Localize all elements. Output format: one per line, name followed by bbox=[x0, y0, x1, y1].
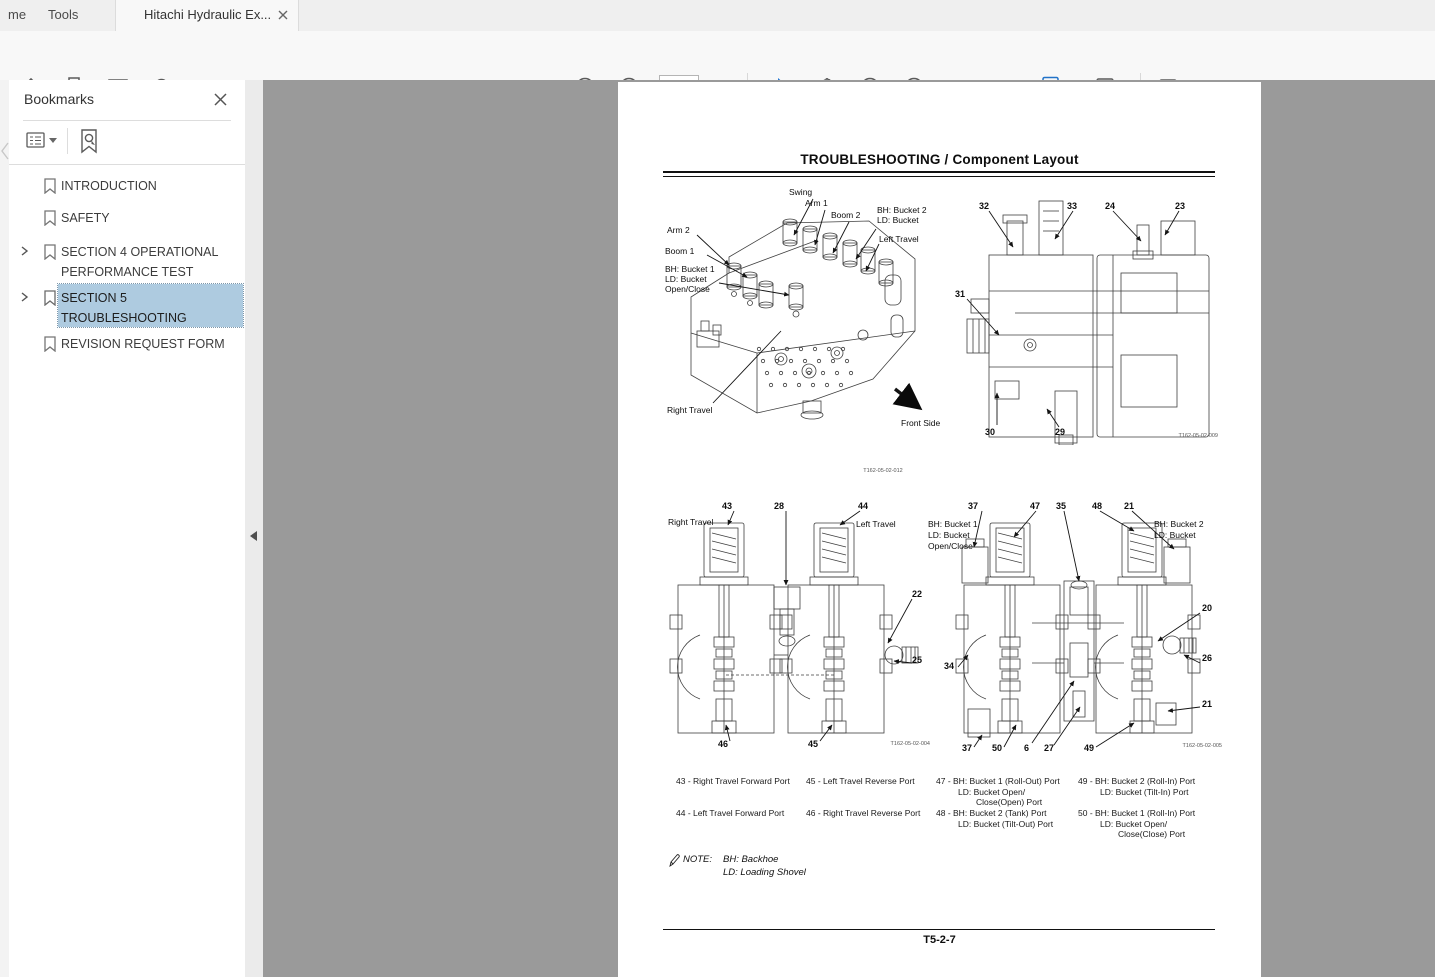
label-ld-bucket1: LD: Bucket bbox=[665, 274, 707, 284]
callout-34: 34 bbox=[944, 661, 955, 671]
label-left-travel: Left Travel bbox=[856, 519, 896, 529]
callout-30: 30 bbox=[985, 427, 996, 437]
note-line1: BH: Backhoe bbox=[723, 854, 779, 865]
bookmarks-panel-title: Bookmarks bbox=[24, 91, 95, 107]
bookmark-icon bbox=[43, 210, 57, 231]
bookmark-icon bbox=[43, 178, 57, 199]
callout-31: 31 bbox=[955, 289, 966, 299]
pencil-note-icon bbox=[668, 854, 680, 868]
callout-32: 32 bbox=[979, 201, 990, 211]
legend-item-50: 50 - BH: Bucket 1 (Roll-In) Port LD: Bucket Open/ Close(Close) Port bbox=[1078, 808, 1196, 840]
callout-24: 24 bbox=[1105, 201, 1116, 211]
diagram-bucket-spool-sections bbox=[928, 495, 1222, 760]
label-front-side: Front Side bbox=[901, 418, 941, 428]
diagram-control-valve-isometric bbox=[663, 183, 947, 478]
legend-item-46: 46 - Right Travel Reverse Port bbox=[806, 808, 921, 818]
legend-item-49: 49 - BH: Bucket 2 (Roll-In) Port LD: Bucket (Tilt-In) Port bbox=[1078, 776, 1196, 797]
callout-33: 33 bbox=[1067, 201, 1078, 211]
callout-20: 20 bbox=[1202, 603, 1213, 613]
tab-home-partial[interactable]: me bbox=[8, 7, 27, 22]
expand-chevron-icon[interactable] bbox=[20, 246, 29, 256]
label-arm2: Arm 2 bbox=[667, 225, 690, 235]
sidebar-item-section5[interactable]: SECTION 5 TROUBLESHOOTING bbox=[61, 291, 187, 325]
legend-item-43: 43 - Right Travel Forward Port bbox=[676, 776, 790, 786]
callout-35: 35 bbox=[1056, 501, 1067, 511]
diagram2-caption: T162-05-02-009 bbox=[1178, 433, 1218, 439]
divider bbox=[23, 120, 231, 121]
diagram1-caption: T162-05-02-012 bbox=[863, 468, 903, 474]
callout-21-top: 21 bbox=[1124, 501, 1135, 511]
page-title: TROUBLESHOOTING / Component Layout bbox=[800, 152, 1079, 167]
tab-bar bbox=[0, 0, 1435, 32]
callout-45: 45 bbox=[808, 739, 819, 749]
panel-collapse-strip[interactable] bbox=[245, 80, 264, 977]
main-area bbox=[0, 80, 1435, 977]
options-list-icon bbox=[26, 130, 46, 150]
note-block bbox=[668, 853, 968, 887]
bookmarks-options-button[interactable] bbox=[26, 130, 56, 154]
label-right-travel: Right Travel bbox=[668, 517, 714, 527]
sidebar-item-revision-request[interactable]: REVISION REQUEST FORM bbox=[61, 337, 225, 351]
callout-27: 27 bbox=[1044, 743, 1055, 753]
divider bbox=[9, 164, 245, 165]
find-current-bookmark-button[interactable] bbox=[77, 128, 105, 156]
sidebar-item-introduction[interactable]: INTRODUCTION bbox=[61, 179, 157, 193]
callout-6: 6 bbox=[1024, 743, 1030, 753]
diagram3-caption: T162-05-02-004 bbox=[890, 741, 930, 747]
callout-50: 50 bbox=[992, 743, 1003, 753]
tab-close-icon[interactable] bbox=[278, 10, 288, 20]
label-open-close: Open/Close bbox=[928, 541, 973, 551]
expand-chevron-icon[interactable] bbox=[20, 292, 29, 302]
callout-47: 47 bbox=[1030, 501, 1041, 511]
options-caret-icon bbox=[49, 138, 57, 143]
diagram3-art bbox=[662, 495, 932, 760]
note-label: NOTE: bbox=[683, 854, 713, 865]
label-bh-bucket1: BH: Bucket 1 bbox=[928, 519, 978, 529]
label-open-close: Open/Close bbox=[665, 284, 710, 294]
bookmark-icon bbox=[43, 244, 57, 265]
label-right-travel: Right Travel bbox=[667, 405, 713, 415]
callout-29: 29 bbox=[1055, 427, 1066, 437]
main-toolbar bbox=[0, 31, 1435, 81]
callout-37-bottom: 37 bbox=[962, 743, 973, 753]
divider bbox=[67, 128, 68, 154]
label-swing: Swing bbox=[789, 187, 813, 197]
bookmarks-panel bbox=[9, 80, 246, 977]
title-rule-thin bbox=[663, 176, 1215, 177]
label-ld-bucket2: LD: Bucket bbox=[877, 215, 919, 225]
title-rule-thick bbox=[663, 171, 1215, 173]
port-legend bbox=[663, 776, 1223, 856]
diagram-cross-section-top-right bbox=[955, 195, 1220, 445]
callout-26: 26 bbox=[1202, 653, 1213, 663]
label-bh-bucket2: BH: Bucket 2 bbox=[1154, 519, 1204, 529]
sidebar-item-safety[interactable]: SAFETY bbox=[61, 211, 110, 225]
diagram1-art bbox=[663, 183, 947, 478]
legend-item-48: 48 - BH: Bucket 2 (Tank) Port LD: Bucket (Tilt-Out) Port bbox=[936, 808, 1054, 829]
label-arm1: Arm 1 bbox=[805, 198, 828, 208]
callout-37-top: 37 bbox=[968, 501, 979, 511]
callout-49: 49 bbox=[1084, 743, 1095, 753]
callout-44: 44 bbox=[858, 501, 869, 511]
tab-document[interactable] bbox=[115, 0, 299, 31]
label-boom2: Boom 2 bbox=[831, 210, 861, 220]
tab-tools[interactable]: Tools bbox=[48, 7, 79, 22]
callout-48: 48 bbox=[1092, 501, 1103, 511]
callout-23: 23 bbox=[1175, 201, 1186, 211]
legend-item-47: 47 - BH: Bucket 1 (Roll-Out) Port LD: Bucket Open/ Close(Open) Port bbox=[936, 776, 1060, 808]
label-left-travel: Left Travel bbox=[879, 234, 919, 244]
note-line2: LD: Loading Shovel bbox=[723, 867, 806, 878]
callout-25: 25 bbox=[912, 655, 923, 665]
bookmark-icon bbox=[43, 336, 57, 357]
diagram-travel-spool-sections bbox=[662, 495, 932, 760]
callout-22: 22 bbox=[912, 589, 923, 599]
label-boom1: Boom 1 bbox=[665, 246, 695, 256]
callout-46: 46 bbox=[718, 739, 729, 749]
bookmark-search-icon bbox=[77, 128, 103, 154]
collapse-panel-icon[interactable] bbox=[249, 530, 258, 542]
footer-rule bbox=[663, 929, 1215, 930]
callout-21-right: 21 bbox=[1202, 699, 1213, 709]
document-canvas[interactable] bbox=[263, 80, 1435, 977]
label-bh-bucket2: BH: Bucket 2 bbox=[877, 205, 927, 215]
callout-43: 43 bbox=[722, 501, 733, 511]
page-footer-number: T5-2-7 bbox=[923, 934, 956, 946]
label-bh-bucket1: BH: Bucket 1 bbox=[665, 264, 715, 274]
diagram4-caption: T162-05-02-005 bbox=[1182, 743, 1222, 749]
legend-item-44: 44 - Left Travel Forward Port bbox=[676, 808, 785, 818]
label-ld-bucket1: LD: Bucket bbox=[928, 530, 970, 540]
label-ld-bucket2: LD: Bucket bbox=[1154, 530, 1196, 540]
pane-handle-icon[interactable] bbox=[1, 142, 9, 160]
diagram2-art bbox=[955, 195, 1220, 445]
pdf-page bbox=[618, 82, 1261, 977]
tab-document-label: Hitachi Hydraulic Ex... bbox=[144, 7, 272, 22]
callout-28: 28 bbox=[774, 501, 785, 511]
bookmark-icon bbox=[43, 290, 57, 311]
bookmarks-close-icon[interactable] bbox=[214, 93, 227, 106]
sidebar-item-section4[interactable]: SECTION 4 OPERATIONAL PERFORMANCE TEST bbox=[61, 245, 218, 279]
legend-item-45: 45 - Left Travel Reverse Port bbox=[806, 776, 915, 786]
